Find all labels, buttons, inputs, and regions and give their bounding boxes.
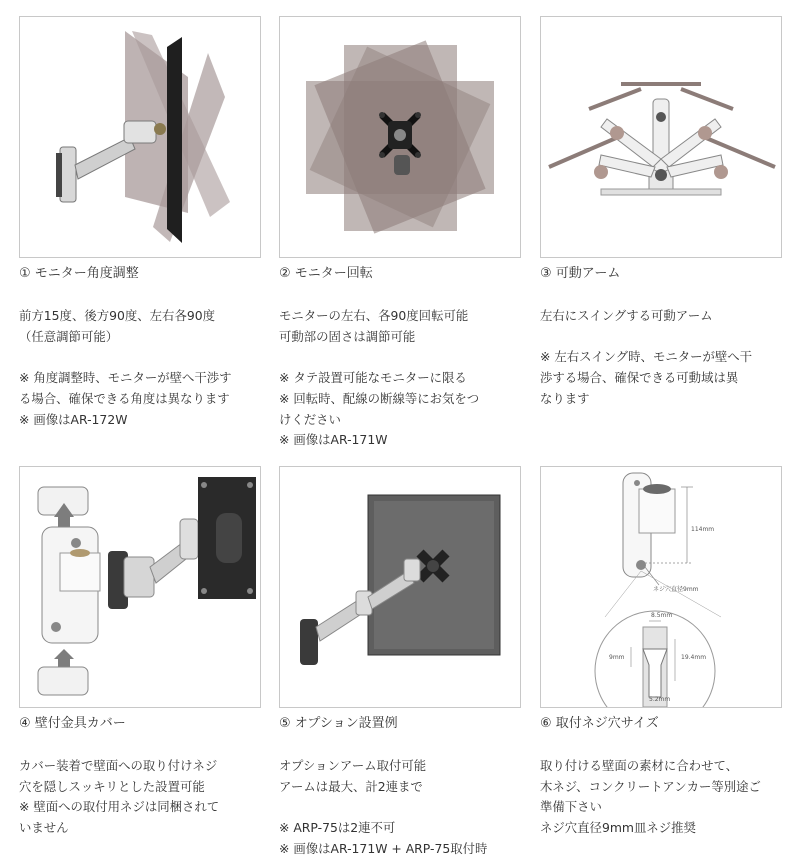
desc-line: ※ 画像はAR-171W + ARP-75取付時: [279, 840, 488, 856]
desc-line: 前方15度、後方90度、左右各90度: [19, 308, 215, 323]
desc-line: 取り付ける壁面の素材に合わせて、: [540, 758, 739, 773]
desc-line: いません: [19, 820, 69, 836]
desc-line: なります: [540, 390, 590, 406]
desc-line: ※ 壁面への取付用ネジは同梱されて: [19, 799, 220, 815]
dim-85-label: 8.5mm: [651, 612, 673, 619]
desc-line: 穴を隠しスッキリとした設置可能: [19, 778, 205, 794]
description: [540, 306, 790, 410]
caption: ⑥ 取付ネジ穴サイズ: [540, 716, 659, 731]
description: [279, 756, 529, 860]
desc-line: ※ 角度調整時、モニターが壁へ干渉す: [19, 370, 232, 386]
desc-line: ※ タテ設置可能なモニターに限る: [279, 370, 467, 386]
desc-line: ※ ARP-75は2連不可: [279, 820, 396, 836]
description: [19, 756, 269, 839]
dim-52-label: 5.2mm: [649, 696, 671, 703]
caption: ④ 壁付金具カバー: [19, 716, 126, 731]
photo-option-install: [279, 466, 521, 708]
description: [279, 306, 529, 451]
desc-line: ネジ穴直径9mm皿ネジ推奨: [540, 820, 696, 836]
description: [540, 756, 790, 839]
dim-114-label: 114mm: [691, 526, 715, 533]
desc-line: ※ 回転時、配線の断線等にお気をつ: [279, 390, 480, 406]
desc-line: 可動部の固さは調節可能: [279, 328, 416, 344]
caption: ⑤ オプション設置例: [279, 716, 398, 731]
desc-line: る場合、確保できる角度は異なります: [19, 390, 230, 406]
desc-line: オプションアーム取付可能: [279, 758, 427, 773]
desc-line: けください: [279, 411, 341, 427]
caption: ③ 可動アーム: [540, 266, 621, 281]
photo-monitor-rotation: [279, 16, 521, 258]
photo-swing-arm: [540, 16, 782, 258]
photo-angle-adjust: [19, 16, 261, 258]
desc-line: モニターの左右、各90度回転可能: [279, 308, 469, 323]
desc-line: ※ 左右スイング時、モニターが壁へ干: [540, 349, 753, 365]
desc-line: ※ 画像はAR-171W: [279, 432, 388, 448]
diagram-screw-hole: [540, 466, 782, 708]
desc-line: （任意調節可能）: [19, 328, 119, 344]
photo-wall-cover: [19, 466, 261, 708]
dim-9-label: 9mm: [609, 654, 625, 661]
description: [19, 306, 269, 430]
dim-194-label: 19.4mm: [681, 654, 707, 661]
desc-line: 木ネジ、コンクリートアンカー等別途ご: [540, 778, 761, 794]
desc-line: カバー装着で壁面への取り付けネジ: [19, 758, 218, 773]
desc-line: 左右にスイングする可動アーム: [540, 308, 713, 323]
desc-line: 渉する場合、確保できる可動域は異: [540, 370, 739, 386]
desc-line: 準備下さい: [540, 799, 602, 815]
caption: ① モニター角度調整: [19, 266, 139, 281]
desc-line: ※ 画像はAR-172W: [19, 411, 128, 427]
dim-hole-label: ネジ穴直径9mm: [653, 586, 699, 593]
desc-line: アームは最大、計2連まで: [279, 778, 423, 794]
caption: ② モニター回転: [279, 266, 373, 281]
